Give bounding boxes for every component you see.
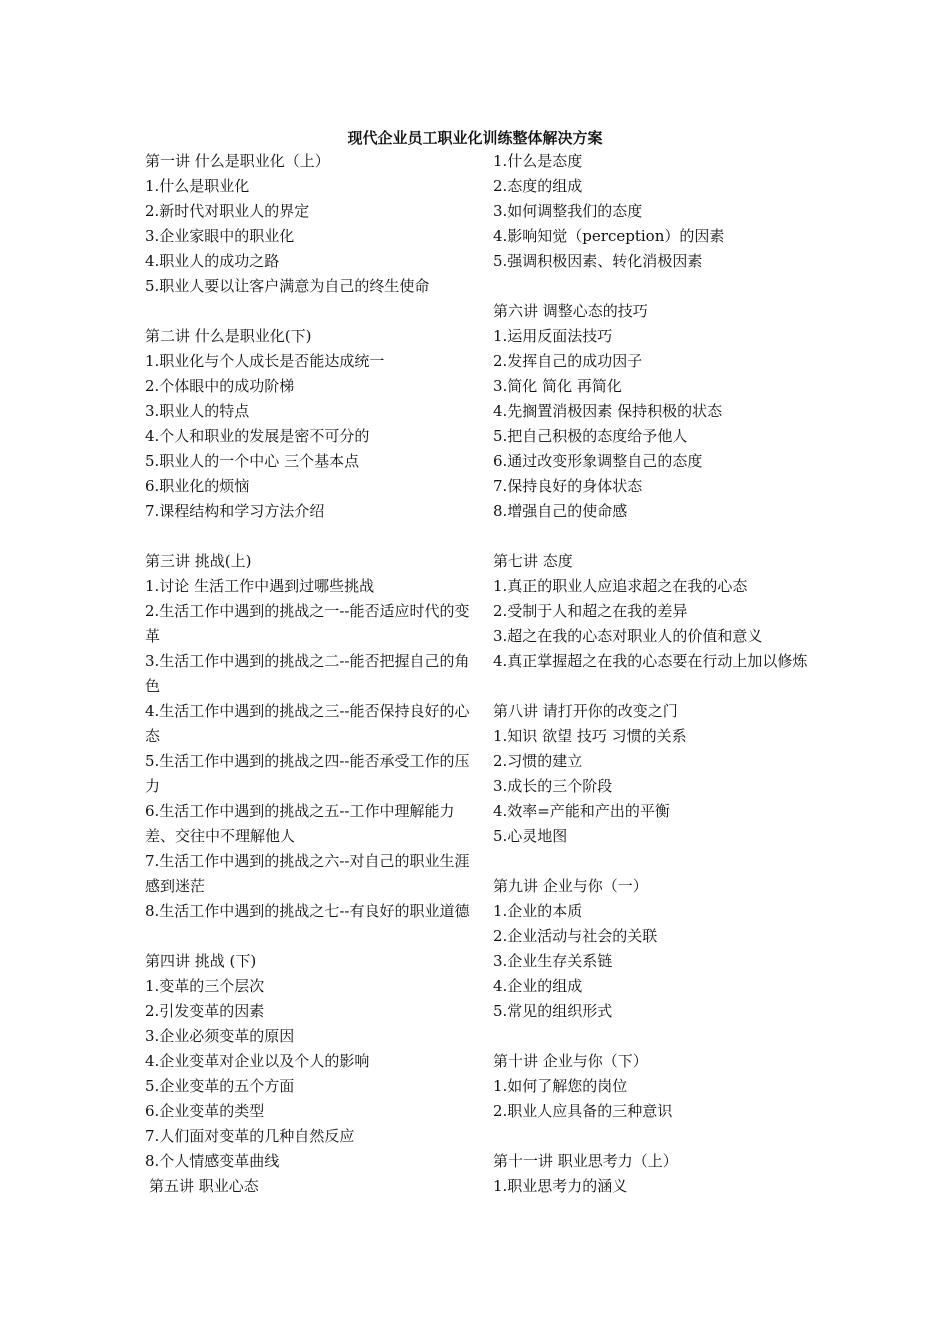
list-item: 1.如何了解您的岗位 xyxy=(493,1077,628,1095)
list-item: 2.受制于人和超之在我的差异 xyxy=(493,602,688,620)
section-heading: 第九讲 企业与你（一） xyxy=(493,877,648,895)
list-item: 5.把自己积极的态度给予他人 xyxy=(493,427,688,445)
list-item: 4.影响知觉（perception）的因素 xyxy=(493,227,725,245)
list-item: 4.生活工作中遇到的挑战之三--能否保持良好的心态 xyxy=(145,702,470,745)
list-item: 5.常见的组织形式 xyxy=(493,1002,613,1020)
list-item: 4.先搁置消极因素 保持积极的状态 xyxy=(493,402,723,420)
lecture-section xyxy=(493,149,811,274)
list-item: 2.发挥自己的成功因子 xyxy=(493,352,643,370)
list-item: 3.如何调整我们的态度 xyxy=(493,202,643,220)
list-item: 1.运用反面法技巧 xyxy=(493,327,613,345)
list-item: 6.通过改变形象调整自己的态度 xyxy=(493,452,703,470)
right-column xyxy=(493,149,811,1199)
list-item: 8.增强自己的使命感 xyxy=(493,502,628,520)
list-item: 4.企业变革对企业以及个人的影响 xyxy=(145,1052,370,1070)
left-column xyxy=(145,149,470,1199)
page-title: 现代企业员工职业化训练整体解决方案 xyxy=(347,129,603,147)
lecture-section xyxy=(145,549,470,924)
list-item: 2.态度的组成 xyxy=(493,177,583,195)
list-item: 1.知识 欲望 技巧 习惯的关系 xyxy=(493,727,687,745)
lecture-section xyxy=(145,949,470,1174)
section-heading: 第三讲 挑战(上) xyxy=(145,552,252,570)
list-item: 5.心灵地图 xyxy=(493,827,568,845)
list-item: 3.简化 简化 再简化 xyxy=(493,377,622,395)
section-heading: 第十一讲 职业思考力（上） xyxy=(493,1152,678,1170)
list-item: 4.职业人的成功之路 xyxy=(145,252,280,270)
lecture-section xyxy=(493,299,811,524)
list-item: 1.变革的三个层次 xyxy=(145,977,265,995)
list-item: 1.职业化与个人成长是否能达成统一 xyxy=(145,352,385,370)
section-heading: 第七讲 态度 xyxy=(493,552,573,570)
section-heading: 第二讲 什么是职业化(下) xyxy=(145,327,312,345)
lecture-section xyxy=(145,324,470,524)
list-item: 4.企业的组成 xyxy=(493,977,583,995)
list-item: 1.真正的职业人应追求超之在我的心态 xyxy=(493,577,748,595)
list-item: 4.个人和职业的发展是密不可分的 xyxy=(145,427,370,445)
list-item: 4.效率=产能和产出的平衡 xyxy=(493,802,670,820)
list-item: 3.职业人的特点 xyxy=(145,402,250,420)
list-item: 1.企业的本质 xyxy=(493,902,583,920)
section-heading: 第五讲 职业心态 xyxy=(149,1177,259,1195)
section-heading: 第六讲 调整心态的技巧 xyxy=(493,302,648,320)
list-item: 2.职业人应具备的三种意识 xyxy=(493,1102,673,1120)
list-item: 3.企业家眼中的职业化 xyxy=(145,227,295,245)
lecture-section xyxy=(493,874,811,1024)
list-item: 6.企业变革的类型 xyxy=(145,1102,265,1120)
list-item: 6.生活工作中遇到的挑战之五--工作中理解能力差、交往中不理解他人 xyxy=(145,802,455,845)
list-item: 1.什么是态度 xyxy=(493,152,583,170)
lecture-section xyxy=(493,699,811,849)
list-item: 3.生活工作中遇到的挑战之二--能否把握自己的角色 xyxy=(145,652,470,695)
list-item: 5.生活工作中遇到的挑战之四--能否承受工作的压力 xyxy=(145,752,470,795)
list-item: 3.企业必须变革的原因 xyxy=(145,1027,295,1045)
list-item: 2.生活工作中遇到的挑战之一--能否适应时代的变革 xyxy=(145,602,470,645)
list-item: 5.职业人的一个中心 三个基本点 xyxy=(145,452,360,470)
list-item: 6.职业化的烦恼 xyxy=(145,477,250,495)
list-item: 8.个人情感变革曲线 xyxy=(145,1152,280,1170)
section-heading: 第十讲 企业与你（下） xyxy=(493,1052,648,1070)
list-item: 3.成长的三个阶段 xyxy=(493,777,613,795)
lecture-section xyxy=(145,1174,470,1199)
list-item: 3.企业生存关系链 xyxy=(493,952,613,970)
section-heading: 第八讲 请打开你的改变之门 xyxy=(493,702,678,720)
list-item: 7.人们面对变革的几种自然反应 xyxy=(145,1127,355,1145)
list-item: 2.引发变革的因素 xyxy=(145,1002,265,1020)
list-item: 7.课程结构和学习方法介绍 xyxy=(145,502,325,520)
list-item: 7.保持良好的身体状态 xyxy=(493,477,643,495)
list-item: 3.超之在我的心态对职业人的价值和意义 xyxy=(493,627,763,645)
section-heading: 第四讲 挑战 (下) xyxy=(145,952,257,970)
list-item: 5.强调积极因素、转化消极因素 xyxy=(493,252,703,270)
list-item: 1.讨论 生活工作中遇到过哪些挑战 xyxy=(145,577,375,595)
lecture-section xyxy=(493,1049,811,1124)
list-item: 1.什么是职业化 xyxy=(145,177,250,195)
lecture-section xyxy=(493,1149,811,1199)
list-item: 2.企业活动与社会的关联 xyxy=(493,927,658,945)
list-item: 5.企业变革的五个方面 xyxy=(145,1077,295,1095)
lecture-section xyxy=(145,149,470,299)
list-item: 7.生活工作中遇到的挑战之六--对自己的职业生涯感到迷茫 xyxy=(145,852,470,895)
list-item: 8.生活工作中遇到的挑战之七--有良好的职业道德 xyxy=(145,902,470,920)
list-item: 1.职业思考力的涵义 xyxy=(493,1177,628,1195)
list-item: 2.个体眼中的成功阶梯 xyxy=(145,377,295,395)
section-heading: 第一讲 什么是职业化（上） xyxy=(145,152,330,170)
list-item: 4.真正掌握超之在我的心态要在行动上加以修炼 xyxy=(493,652,808,670)
list-item: 2.新时代对职业人的界定 xyxy=(145,202,310,220)
list-item: 5.职业人要以让客户满意为自己的终生使命 xyxy=(145,277,430,295)
lecture-section xyxy=(493,549,811,674)
list-item: 2.习惯的建立 xyxy=(493,752,583,770)
